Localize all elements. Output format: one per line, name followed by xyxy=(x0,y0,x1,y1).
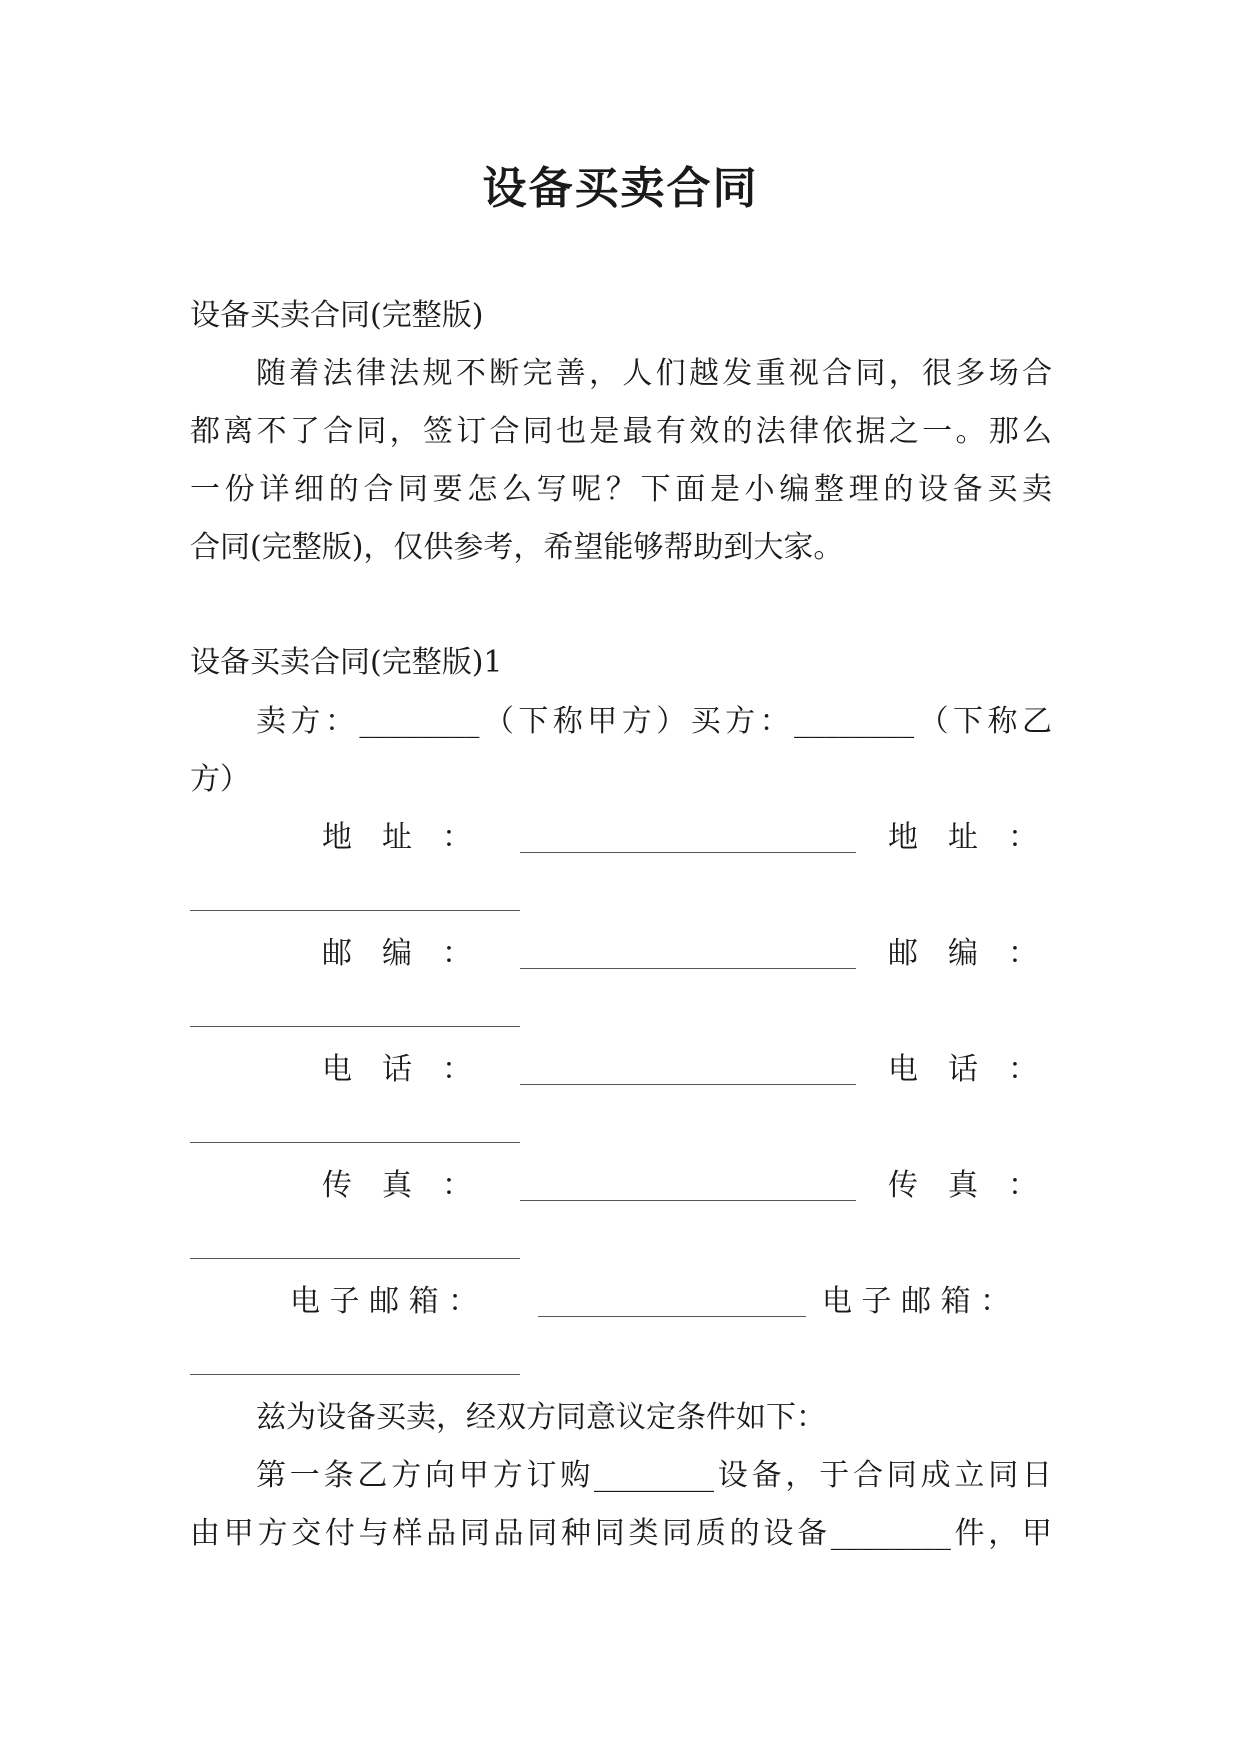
seller-phone-blank xyxy=(520,1084,856,1085)
buyer-phone-blank xyxy=(190,1142,520,1143)
buyer-phone-label: 电 话 ： xyxy=(888,1052,1038,1087)
seller-address-label: 地 址 ： xyxy=(322,820,472,855)
seller-phone-label: 电 话 ： xyxy=(322,1052,472,1087)
seller-email-blank xyxy=(538,1316,806,1317)
buyer-email-label: 电 子 邮 箱 ： xyxy=(822,1284,1011,1319)
intro-line-4: 合同(完整版)，仅供参考，希望能够帮助到大家。 xyxy=(190,530,844,565)
intro-heading: 设备买卖合同(完整版) xyxy=(190,298,484,333)
seller-fax-blank xyxy=(520,1200,856,1201)
intro-line-2: 都离不了合同，签订合同也是最有效的法律依据之一。那么 xyxy=(190,414,1052,449)
buyer-fax-blank xyxy=(190,1258,520,1259)
parties-line-1: 卖方：________（下称甲方）买方：________（下称乙 xyxy=(256,704,1052,739)
seller-fax-label: 传 真 ： xyxy=(322,1168,472,1203)
intro-line-3: 一份详细的合同要怎么写呢？下面是小编整理的设备买卖 xyxy=(190,472,1052,507)
buyer-postcode-label: 邮 编 ： xyxy=(888,936,1038,971)
seller-postcode-blank xyxy=(520,968,856,969)
seller-postcode-label: 邮 编 ： xyxy=(322,936,472,971)
intro-line-1: 随着法律法规不断完善，人们越发重视合同，很多场合 xyxy=(256,356,1052,391)
seller-address-blank xyxy=(520,852,856,853)
clause-intro: 兹为设备买卖，经双方同意议定条件如下： xyxy=(256,1400,826,1435)
document-title: 设备买卖合同 xyxy=(482,163,759,214)
buyer-address-label: 地 址 ： xyxy=(888,820,1038,855)
contract-heading: 设备买卖合同(完整版)1 xyxy=(190,645,503,680)
buyer-postcode-blank xyxy=(190,1026,520,1027)
article-1-line-2: 由甲方交付与样品同品同种同类同质的设备________件，甲 xyxy=(190,1516,1052,1551)
article-1-line-1: 第一条乙方向甲方订购________设备，于合同成立同日 xyxy=(256,1458,1052,1493)
buyer-email-blank xyxy=(190,1374,520,1375)
buyer-address-blank xyxy=(190,910,520,911)
parties-line-2: 方） xyxy=(190,762,250,797)
seller-email-label: 电 子 邮 箱 ： xyxy=(290,1284,479,1319)
buyer-fax-label: 传 真 ： xyxy=(888,1168,1038,1203)
